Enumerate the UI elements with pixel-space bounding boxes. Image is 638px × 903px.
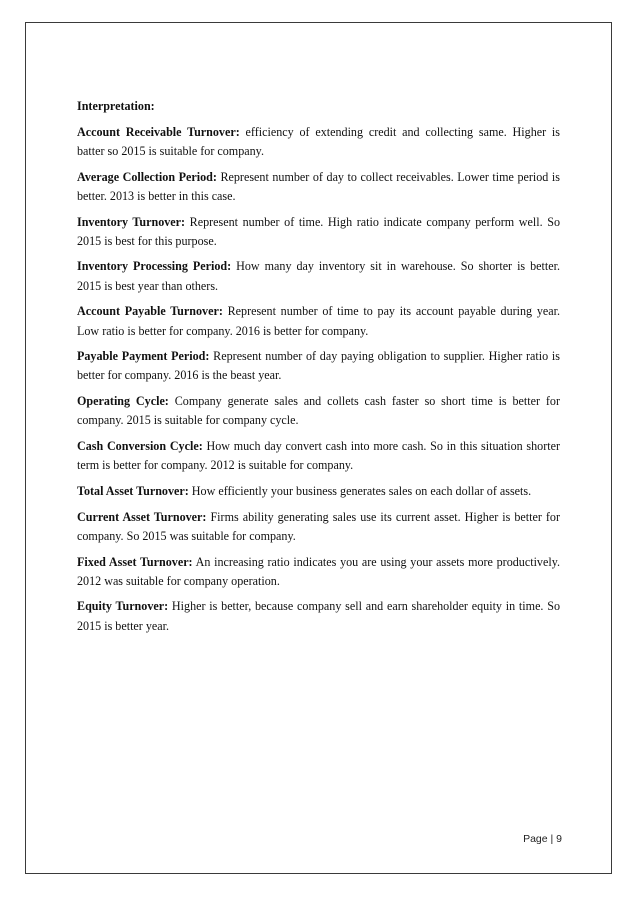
definition: Represent number of time to pay its account payable during year. Low ratio is better for company. 2016 is better for company. — [77, 304, 561, 338]
definition: How many day inventory sit in warehouse. So shorter is better. 2015 is best year than others. — [77, 259, 560, 293]
term: Payable Payment Period: — [77, 349, 210, 364]
definition: Represent number of day paying obligation to supplier. Higher ratio is better for company. 2016 is the beast year. — [77, 349, 560, 383]
definition: Company generate sales and collets cash faster so short time is better for company. 2015 is suitable for company cycle. — [77, 394, 560, 428]
definition: Firms ability generating sales use its current asset. Higher is better for company. So 2015 was suitable for company. — [77, 509, 560, 543]
definition: Represent number of day to collect receivables. Lower time period is better. 2013 is better in this case. — [77, 169, 560, 203]
document-body — [77, 97, 560, 642]
section-heading: Interpretation: — [77, 99, 155, 113]
paragraph-account-receivable-turnover — [77, 123, 560, 161]
term: Cash Conversion Cycle: — [77, 439, 203, 454]
term: Fixed Asset Turnover: — [77, 554, 193, 569]
paragraph-inventory-turnover — [77, 213, 560, 251]
paragraph-inventory-processing-period — [77, 257, 560, 295]
definition: efficiency of extending credit and collecting same. Higher is batter so 2015 is suitable for company. — [77, 124, 560, 158]
definition: An increasing ratio indicates you are using your assets more productively. 2012 was suitable for company operation. — [77, 554, 560, 588]
paragraph-cash-conversion-cycle — [77, 437, 560, 475]
paragraph-total-asset-turnover — [77, 482, 560, 501]
definition: Represent number of time. High ratio indicate company perform well. So 2015 is best for this purpose. — [77, 214, 560, 248]
paragraph-fixed-asset-turnover — [77, 553, 560, 591]
term: Account Payable Turnover: — [77, 304, 223, 319]
paragraph-account-payable-turnover — [77, 302, 560, 340]
paragraph-payable-payment-period — [77, 347, 560, 385]
paragraph-average-collection-period — [77, 168, 560, 206]
paragraph-operating-cycle — [77, 392, 560, 430]
paragraph-current-asset-turnover — [77, 508, 560, 546]
term: Current Asset Turnover: — [77, 509, 207, 524]
page-number: Page | 9 — [523, 833, 562, 845]
term: Total Asset Turnover: — [77, 483, 189, 498]
definition: How efficiently your business generates sales on each dollar of assets. — [188, 483, 532, 498]
term: Operating Cycle: — [77, 394, 169, 409]
term: Inventory Turnover: — [77, 214, 186, 229]
paragraph-equity-turnover — [77, 597, 560, 635]
term: Average Collection Period: — [77, 169, 217, 184]
definition: How much day convert cash into more cash. So in this situation shorter term is better for company. 2012 is suitable for company. — [77, 439, 561, 473]
term: Account Receivable Turnover: — [77, 124, 240, 139]
term: Equity Turnover: — [77, 599, 169, 614]
term: Inventory Processing Period: — [77, 259, 232, 274]
definition: Higher is better, because company sell and earn shareholder equity in time. So 2015 is better year. — [77, 599, 561, 633]
